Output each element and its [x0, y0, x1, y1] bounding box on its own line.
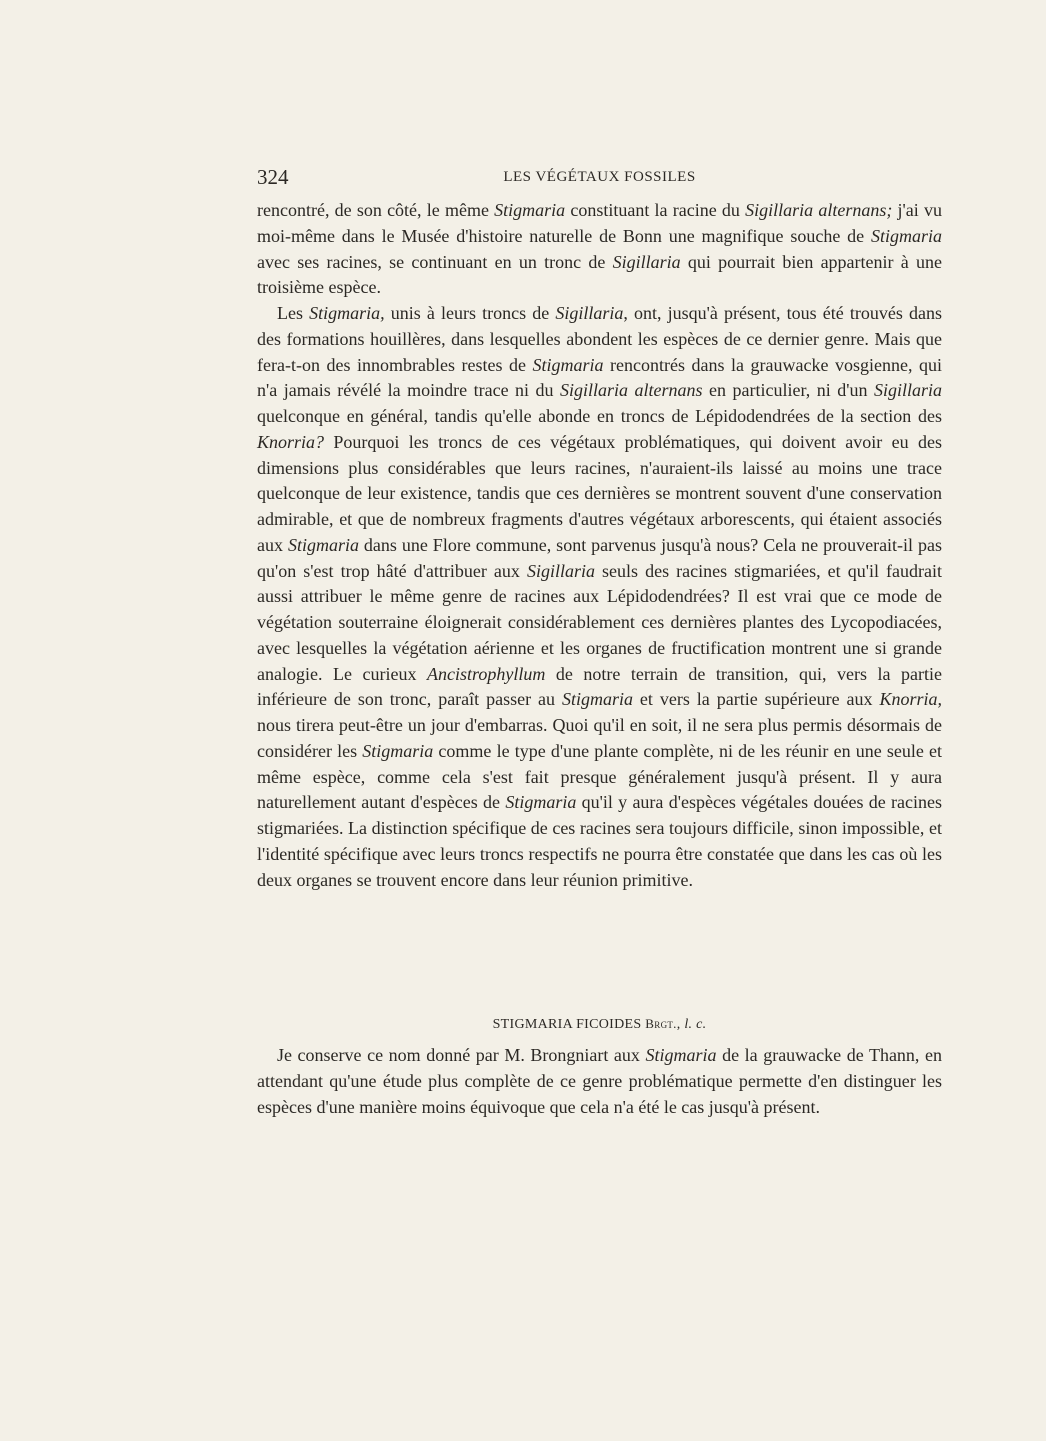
taxon-name: Stigmaria: [494, 200, 566, 220]
taxon-name: Stigmaria,: [309, 303, 385, 323]
taxon-name: Ancistrophyllum: [427, 663, 546, 684]
taxon-name: Sigillaria: [526, 560, 595, 581]
taxon-name: Stigmaria: [645, 1045, 717, 1065]
taxon-name: Stigmaria: [505, 792, 577, 813]
text-run: de notre terrain de transition, qui, vers la partie inférieure de son tronc, paraît passer au: [257, 663, 942, 710]
paragraph-1: [257, 198, 942, 301]
text-run: en particulier, ni d'un: [702, 380, 874, 401]
text-run: comme le type d'une plante complète, ni de les réunir en une seule et même espèce, comme cela s'est fait presque généralement jusqu'à présent. Il y aura naturellement autant d'espèces de: [257, 740, 942, 813]
taxon-name: Sigillaria alternans: [560, 380, 703, 401]
section-reference: l. c.: [684, 1017, 707, 1032]
section-heading: [257, 1016, 942, 1033]
taxon-name: Stigmaria: [870, 225, 942, 246]
text-run: constituant la racine du: [565, 200, 746, 220]
taxon-name: Knorria,: [879, 689, 942, 710]
body-text: [257, 198, 942, 893]
taxon-name: Stigmaria: [561, 689, 633, 710]
text-run: Je conserve ce nom donné par M. Brongniart aux: [277, 1045, 646, 1065]
taxon-name: Sigillaria: [555, 303, 624, 323]
taxon-name: Sigillaria: [874, 380, 943, 401]
text-run: rencontrés dans la grauwacke vosgienne, qui n'a jamais révélé la moindre trace ni du: [257, 354, 942, 401]
paragraph-2: [257, 301, 942, 893]
page-number: 324: [257, 165, 289, 189]
taxon-name: Stigmaria: [362, 740, 434, 761]
text-run: rencontré, de son côté, le même: [257, 200, 495, 220]
text-run: Pourquoi les troncs de ces végétaux problématiques, qui doivent avoir eu des dimensions plus considérables que leurs racines, n'auraient-ils laissé au moins une trace quelconque de leur existence, tandis que ces dernières se montrent souvent d'une conservation admirable, et que de nombreux fragments d'autres végétaux arborescents, qui étaient associés aux: [257, 431, 942, 555]
text-run: Les: [277, 303, 310, 323]
text-run: j'ai vu moi-même dans le Musée d'histoire naturelle de Bonn une magnifique souche de: [257, 200, 942, 246]
text-run: de la grauwacke de Thann, en attendant qu'une étude plus complète de ce genre problématique permette d'en distinguer les espèces d'une manière moins équivoque que cela n'a été le cas jusqu'à présent.: [257, 1045, 942, 1117]
text-run: seuls des racines stigmariées, et qu'il faudrait aussi attribuer le même genre de racines aux Lépidodendrées? Il est vrai que ce mode de végétation souterraine éloignerait considérablement ces dernières plantes des Lycopodiacées, avec lesquelles la végétation aérienne et les organes de fructification montrent une si grande analogie. Le curieux: [257, 560, 942, 684]
text-run: , ont, jusqu'à présent, tous été trouvés dans des formations houillères, dans lesquelles abondent les espèces de ce dernier genre. Mais que fera-t-on des innombrables restes de: [257, 303, 942, 375]
paragraph-3: [257, 1042, 942, 1120]
text-run: quelconque en général, tandis qu'elle abonde en troncs de Lépidodendrées de la section des: [257, 406, 942, 426]
text-run: qui pourrait bien appartenir à une troisième espèce.: [257, 251, 942, 298]
section-author: Brgt.: [645, 1016, 677, 1031]
text-run: dans une Flore commune, sont parvenus jusqu'à nous? Cela ne prouverait-il pas qu'on s'est trop hâté d'attribuer aux: [257, 534, 943, 581]
taxon-name: Sigillaria: [612, 251, 681, 272]
taxon-name: Stigmaria: [532, 354, 604, 375]
text-run: avec ses racines, se continuant en un tronc de: [257, 251, 613, 272]
taxon-name: Stigmaria: [287, 534, 359, 555]
taxon-name: Knorria?: [257, 431, 325, 452]
running-title: LES VÉGÉTAUX FOSSILES: [503, 169, 696, 185]
text-run: unis à leurs troncs de: [384, 303, 556, 323]
section-title: STIGMARIA FICOIDES: [492, 1017, 642, 1032]
text-run: nous tirera peut-être un jour d'embarras. Quoi qu'il en soit, il ne sera plus permis désormais de considérer les: [257, 715, 942, 761]
taxon-name: Sigillaria alternans;: [745, 200, 893, 220]
section-separator: ,: [676, 1017, 685, 1032]
running-head: [257, 165, 942, 195]
text-run: qu'il y aura d'espèces végétales douées de racines stigmariées. La distinction spécifique de ces racines sera toujours difficile, sinon impossible, et l'identité spécifique avec leurs troncs respectifs ne pourra être constatée que dans les cas où les deux organes se trouvent encore dans leur réunion primitive.: [257, 792, 942, 890]
text-run: et vers la partie supérieure aux: [632, 689, 880, 710]
